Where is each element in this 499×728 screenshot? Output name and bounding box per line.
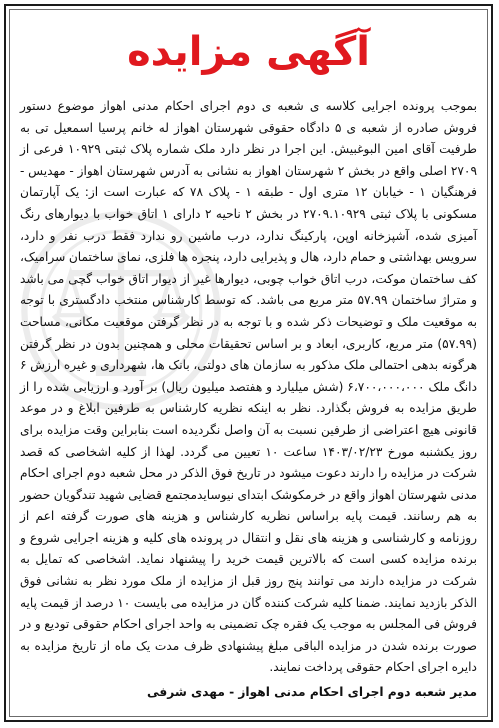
- notice-title: آگهی مزایده: [127, 29, 370, 75]
- notice-frame: [4, 4, 493, 722]
- notice-signature: مدیر شعبه دوم اجرای احکام مدنی اهواز - مهدی شرفی: [146, 685, 477, 699]
- notice-body: بموجب پرونده اجرایی کلاسه ی شعبه ی دوم اجرای احکام مدنی اهواز موضوع دستور فروش صادره از شعبه ی ۵ دادگاه حقوقی شهرستان اهواز له خانم پرسیا اسمعیل تی به طرفیت آقای امین البوغبیش. این اجرا در نظر دارد ملک شماره پلاک ثبتی ۱۰۹۲۹ فرعی از ۲۷۰۹ اصلی واقع در بخش ۲ شهرستان اهواز به نشانی به آدرس شهرستان اهواز - مهدیس - فرهنگیان ۱ - خیابان ۱۲ متری اول - طبقه ۱ - پلاک ۷۸ که عبارت است از: یک آپارتمان مسکونی با پلاک ثبتی ۲۷۰۹.۱۰۹۲۹ در بخش ۲ ناحیه ۲ دارای ۱ اتاق خواب با دیوارهای رنگ آمیزی شده، آشپزخانه اوپن، پارکینگ ندارد، درب ماشین رو ندارد فقط درب نفر و دارد، سرویس بهداشتی و حمام دارد، هال و پذیرایی دارد، پنجره ها فلزی، نمای ساختمان سرامیک، کف ساختمان موکت، درب اتاق خواب چوبی، دیوارها غیر از دیوار اتاق خواب گچی می باشد و متراژ ساختمان ۵۷.۹۹ متر مربع می باشد. که توسط کارشناس منتخب دادگستری با توجه به موقعیت ملک و توضیحات ذکر شده و با توجه به در نظر گرفتن موقعیت مکانی، مساحت (۵۷.۹۹) متر مربع، کاربری، ابعاد و بر اساس تحقیقات محلی و همچنین بدون در نظر گرفتن هرگونه بدهی احتمالی ملک مذکور به سازمان های دولتی، بانک ها، شهرداری و غیره ارزش ۶ دانگ ملک ۶،۷۰۰،۰۰۰،۰۰۰ (شش میلیارد و هفتصد میلیون ریال) بر آورد و ارزیابی شده را از طریق مزایده به فروش بگذارد. نظر به اینکه نظریه کارشناس به طرفین ابلاغ و در موعد قانونی هیچ اعتراضی از طرفین نسبت به آن واصل نگردیده است بنابراین وقت مزایده برای روز یکشنبه مورخ ۱۴۰۳/۰۲/۲۳ ساعت ۱۰ تعیین می گردد. لهذا از کلیه اشخاصی که قصد شرکت در مزایده را دارند دعوت میشود در تاریخ فوق الذکر در محل شعبه دوم اجرای احکام مدنی شهرستان اهواز واقع در خرمکوشک ابتدای نیوسایدمجتمع قضایی شهید تندگویان حضور به هم رسانند. قیمت پایه براساس نظریه کارشناس و هزینه های صورت گرفته اعم از روزنامه و کارشناسی و هزینه های نقل و انتقال در پرونده های کلیه و هزینه اجرایی شروع و برنده مزایده کسی است که بالاترین قیمت خرید را پیشنهاد نماید. اشخاصی که تمایل به شرکت در مزایده دارند می توانند پنج روز قبل از مزایده از ملک مورد نظر به نشانی فوق الذکر بازدید نمایند. ضمنا کلیه شرکت کننده گان در مزایده می بایست ۱۰ درصد از قیمت پایه فروش فی المجلس به موجب یک فقره چک تضمینی به واحد اجرای احکام حقوقی تودیع و در صورت برنده شدن در مزایده الباقی مبلغ پیشنهادی ظرف مدت یک ماه از تاریخ مزایده به دایره اجرای احکام حقوقی پرداخت نمایند.: [20, 99, 478, 675]
